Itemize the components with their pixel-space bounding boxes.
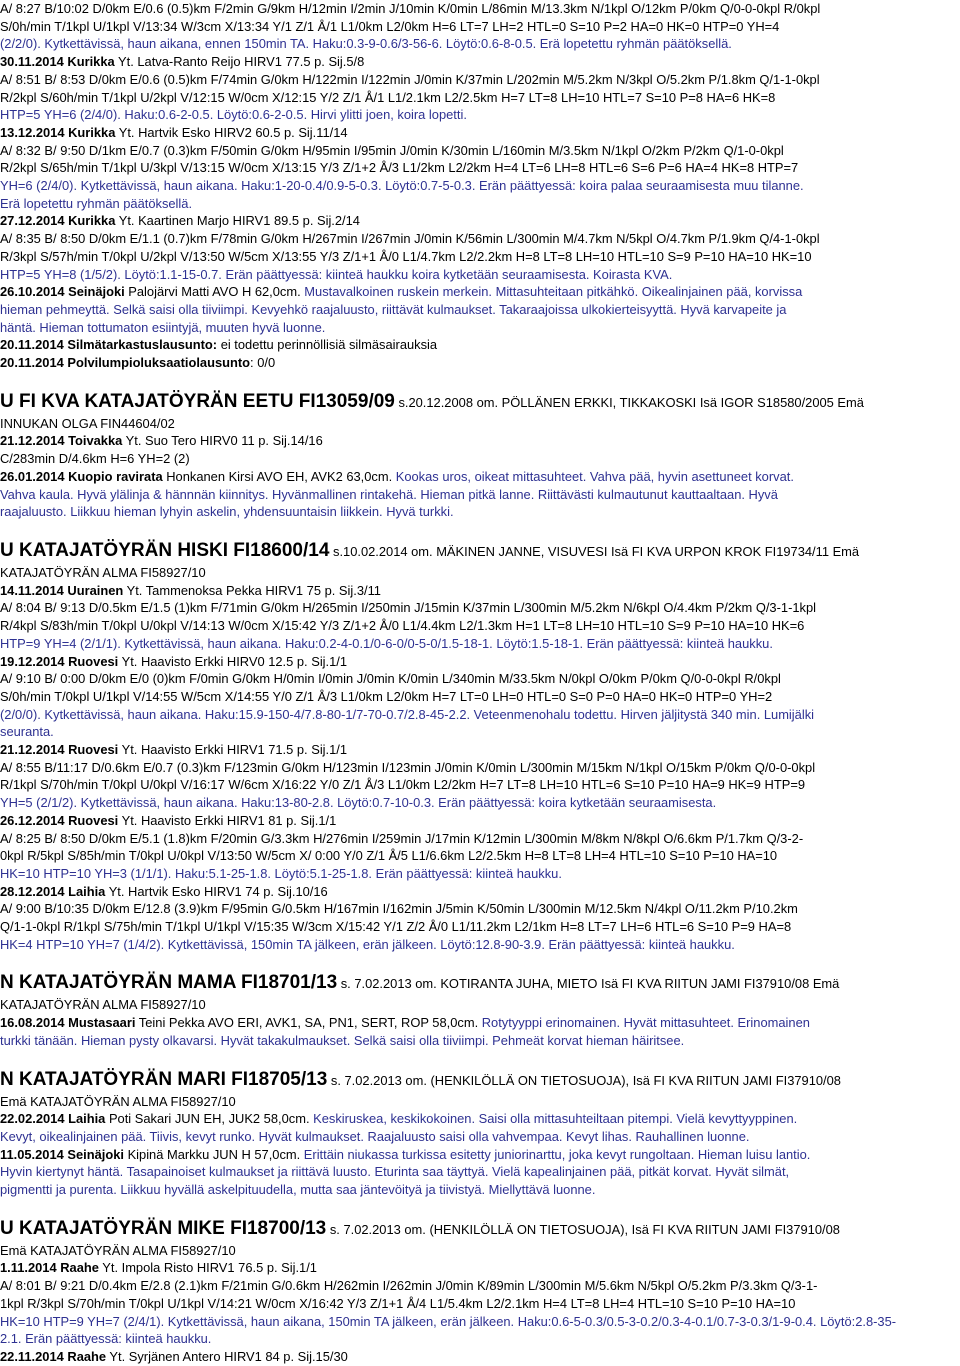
dog-name: U KATAJATÖYRÄN HISKI FI18600/14 bbox=[0, 539, 330, 561]
text-line bbox=[0, 883, 956, 901]
entry-heading: 1.11.2014 Raahe bbox=[0, 1260, 99, 1276]
text-line bbox=[0, 35, 956, 53]
text-line bbox=[0, 599, 956, 617]
entry-heading: 28.12.2014 Laihia bbox=[0, 883, 106, 899]
dog-details: s.10.02.2014 om. MÄKINEN JANNE, VISUVESI Isä FI KVA URPON KROK FI19734/11 Emä bbox=[329, 543, 860, 559]
record-text: R/1kpl S/70h/min T/0kpl U/0kpl V/16:17 W/6cm X/16:22 Y/0 Z/1 Å/3 L1/0km L2/2km H=7 LT=8 LH=10 HTL=6 S=10 P=10 HA=9 HK=9 HTP=9 bbox=[0, 777, 806, 793]
entry-heading: 20.11.2014 Silmätarkastuslausunto: bbox=[0, 337, 218, 353]
record-text: Yt. Haavisto Erkki HIRV1 71.5 p. Sij.1/1 bbox=[118, 742, 348, 758]
record-text: Yt. Latva-Ranto Reijo HIRV1 77.5 p. Sij.5/8 bbox=[114, 54, 365, 70]
text-line bbox=[0, 1163, 956, 1181]
entry-heading: 20.11.2014 Polvilumpioluksaatiolausunto bbox=[0, 355, 251, 371]
record-text: R/3kpl S/57h/min T/0kpl U/2kpl V/13:50 W/5cm X/13:55 Y/3 Z/1+1 Å/0 L1/4.7km L2/2.2km H=8 LT=8 LH=10 HTL=10 S=9 P=10 HA=10 HK=10 bbox=[0, 248, 812, 264]
critique-text: (2/2/0). Kytkettävissä, haun aikana, ennen 150min TA. Haku:0.3-9-0.6/3-56-6. Löytö:0.6-8-0.5. Erä lopetettu ryhmän päätöksellä. bbox=[0, 36, 732, 52]
text-line bbox=[0, 266, 956, 284]
text-line bbox=[0, 670, 956, 688]
text-line bbox=[0, 142, 956, 160]
text-line bbox=[0, 230, 956, 248]
text-line bbox=[0, 106, 956, 124]
section-gap bbox=[0, 1199, 956, 1216]
text-line bbox=[0, 301, 956, 319]
text-line bbox=[0, 1032, 956, 1050]
entry-heading: 11.05.2014 Seinäjoki bbox=[0, 1146, 124, 1162]
entry-heading: 21.12.2014 Toivakka bbox=[0, 433, 123, 449]
text-line bbox=[0, 900, 956, 918]
critique-text: Mustavalkoinen ruskein merkein. Mittasuhteitaan pitkähkö. Oikealinjainen pää, korvissa bbox=[304, 284, 803, 300]
critique-text: YH=6 (2/4/0). Kytkettävissä, haun aikana. Haku:1-20-0.4/0.9-5-0.3. Löytö:0.7-5-0.3. Erän päättyessä: koira palaa seuraamisesta muu tilanne. bbox=[0, 178, 804, 194]
record-text: A/ 8:32 B/ 9:50 D/1km E/0.7 (0.3)km F/50min G/0km H/95min I/95min J/0min K/30min L/160min M/3.5km N/1kpl O/2km P/2km Q/1-0-0kpl bbox=[0, 142, 784, 158]
text-line bbox=[0, 688, 956, 706]
text-line bbox=[0, 1295, 956, 1313]
text-line bbox=[0, 248, 956, 266]
critique-text: hieman pehmeyttä. Selkä saisi olla tiiviimpi. Kevyehkö raajaluusto, riittävät kulmaukset. Takaraajoissa ulkokierteisyyttä. Hyvä karvapeite ja bbox=[0, 301, 787, 317]
text-line bbox=[0, 195, 956, 213]
text-line bbox=[0, 450, 956, 468]
record-text: A/ 8:55 B/11:17 D/0.6km E/0.7 (0.3)km F/123min G/0km H/123min I/123min J/0min K/0min L/300min M/15km N/1kpl O/15km P/0km Q/0-0-0kpl bbox=[0, 759, 816, 775]
record-text: A/ 8:04 B/ 9:13 D/0.5km E/1.5 (1)km F/71min G/0km H/265min I/250min J/15min K/37min L/300min M/5.2km N/6kpl O/4.4km P/2km Q/3-1-1kpl bbox=[0, 600, 817, 616]
text-line bbox=[0, 1128, 956, 1146]
text-line bbox=[0, 1146, 956, 1164]
record-text: ei todettu perinnöllisiä silmäsairauksia bbox=[217, 337, 438, 353]
text-line bbox=[0, 1277, 956, 1295]
text-line bbox=[0, 18, 956, 36]
critique-text: Kookas uros, oikeat mittasuhteet. Vahva pää, hyvin asettuneet korvat. bbox=[395, 468, 794, 484]
text-line bbox=[0, 918, 956, 936]
critique-text: Erä lopetettu ryhmän päätöksellä. bbox=[0, 195, 193, 211]
text-line bbox=[0, 617, 956, 635]
critique-text: Rotytyyppi erinomainen. Hyvät mittasuhteet. Erinomainen bbox=[481, 1015, 810, 1031]
text-line bbox=[0, 432, 956, 450]
critique-text: HTP=5 YH=8 (1/5/2). Löytö:1.1-15-0.7. Erän päättyessä: kiinteä haukku koira kytketään seuraamisesta. Koirasta KVA. bbox=[0, 266, 673, 282]
entry-heading: 26.12.2014 Ruovesi bbox=[0, 812, 119, 828]
text-line bbox=[0, 759, 956, 777]
dog-details: s.20.12.2008 om. PÖLLÄNEN ERKKI, TIKKAKOSKI Isä IGOR S18580/2005 Emä bbox=[394, 394, 864, 410]
dog-header bbox=[0, 1216, 956, 1242]
dog-dam-line: Emä KATAJATÖYRÄN ALMA FI58927/10 bbox=[0, 1242, 236, 1258]
entry-heading: 26.10.2014 Seinäjoki bbox=[0, 284, 125, 300]
entry-heading: 13.12.2014 Kurikka bbox=[0, 124, 116, 140]
record-text: A/ 8:25 B/ 8:50 D/0km E/5.1 (1.8)km F/20min G/3.3km H/276min I/259min J/17min K/12min L/300min M/8km N/8kpl O/6.6km P/1.7km Q/3-2- bbox=[0, 830, 804, 846]
record-text: Yt. Tammenoksa Pekka HIRV1 75 p. Sij.3/11 bbox=[123, 582, 381, 598]
entry-heading: 19.12.2014 Ruovesi bbox=[0, 653, 119, 669]
text-line bbox=[0, 1330, 956, 1348]
critique-text: 2.1. Erän päättyessä: kiinteä haukku. bbox=[0, 1331, 212, 1347]
critique-text: Erittäin niukassa turkissa esitetty juniorinarttu, joka kevyt rungoltaan. Hieman luisu lantio. bbox=[303, 1146, 811, 1162]
entry-heading: 27.12.2014 Kurikka bbox=[0, 213, 116, 229]
text-line bbox=[0, 159, 956, 177]
dog-dam-line: INNUKAN OLGA FIN44604/02 bbox=[0, 415, 175, 431]
entry-heading: 26.01.2014 Kuopio ravirata bbox=[0, 468, 163, 484]
dog-header bbox=[0, 970, 956, 996]
text-line bbox=[0, 776, 956, 794]
text-line bbox=[0, 706, 956, 724]
record-text: Honkanen Kirsi AVO EH, AVK2 63,0cm. bbox=[162, 468, 396, 484]
critique-text: Keskiruskea, keskikokoinen. Saisi olla mittasuhteiltaan pitempi. Vielä kevyttyyppinen. bbox=[313, 1111, 798, 1127]
text-line bbox=[0, 71, 956, 89]
text-line bbox=[0, 1259, 956, 1277]
dog-dam-line: KATAJATÖYRÄN ALMA FI58927/10 bbox=[0, 997, 206, 1013]
entry-heading: 14.11.2014 Uurainen bbox=[0, 582, 124, 598]
record-text: Q/1-1-0kpl R/1kpl S/75h/min T/1kpl U/1kpl V/15:35 W/3cm X/15:42 Y/1 Z/2 Å/0 L1/11.2km L2/1km H=8 LT=7 LH=6 HTL=6 S=10 P=9 HA=8 bbox=[0, 919, 792, 935]
entry-heading: 21.12.2014 Ruovesi bbox=[0, 742, 119, 758]
text-line bbox=[0, 124, 956, 142]
section-gap bbox=[0, 1050, 956, 1067]
text-line bbox=[0, 283, 956, 301]
text-line bbox=[0, 865, 956, 883]
record-text: Yt. Syrjänen Antero HIRV1 84 p. Sij.15/30 bbox=[106, 1349, 348, 1364]
record-text: Yt. Impola Risto HIRV1 76.5 p. Sij.1/1 bbox=[98, 1260, 317, 1276]
record-text: Yt. Suo Tero HIRV0 11 p. Sij.14/16 bbox=[122, 433, 323, 449]
text-line bbox=[0, 635, 956, 653]
section-gap bbox=[0, 372, 956, 389]
critique-text: Hyvin kiertynyt häntä. Tasapainoiset kulmaukset ja riittävä luusto. Eturinta saa täyttyä. Vielä kapealinjainen pää, pitkät korvat. Hyvät silmät, bbox=[0, 1164, 790, 1180]
dog-name: U FI KVA KATAJATÖYRÄN EETU FI13059/09 bbox=[0, 390, 395, 412]
critique-text: pigmentti ja purenta. Liikkuu hyvällä askelpituudella, mutta saa jäntevöityä ja tiivistyä. Miellyttävä luonne. bbox=[0, 1182, 596, 1198]
dog-name: U KATAJATÖYRÄN MIKE FI18700/13 bbox=[0, 1217, 327, 1239]
dog-dam-line: Emä KATAJATÖYRÄN ALMA FI58927/10 bbox=[0, 1093, 236, 1109]
record-text: R/4kpl S/83h/min T/0kpl U/0kpl V/14:13 W/0cm X/15:42 Y/3 Z/1+2 Å/0 L1/4.4km L2/1.3km H=1 LT=8 LH=10 HTL=10 S=9 P=10 HA=10 HK=6 bbox=[0, 618, 805, 634]
dog-header bbox=[0, 1067, 956, 1093]
entry-heading: 22.11.2014 Raahe bbox=[0, 1349, 107, 1364]
text-line bbox=[0, 336, 956, 354]
text-line bbox=[0, 812, 956, 830]
text-line bbox=[0, 486, 956, 504]
text-line bbox=[0, 177, 956, 195]
text-line bbox=[0, 847, 956, 865]
text-line bbox=[0, 1348, 956, 1366]
record-text: 0kpl R/5kpl S/85h/min T/0kpl U/0kpl V/13:50 W/5cm X/ 0:00 Y/0 Z/1 Å/5 L1/6.6km L2/2.5km H=8 LT=8 LH=4 HTL=10 S=10 P=10 HA=10 bbox=[0, 848, 778, 864]
text-line bbox=[0, 936, 956, 954]
text-line bbox=[0, 741, 956, 759]
text-line bbox=[0, 1181, 956, 1199]
text-line bbox=[0, 468, 956, 486]
text-line bbox=[0, 653, 956, 671]
text-line bbox=[0, 89, 956, 107]
dog-details: s. 7.02.2013 om. (HENKILÖLLÄ ON TIETOSUOJA), Isä FI KVA RIITUN JAMI FI37910/08 bbox=[327, 1072, 841, 1088]
dog-name: N KATAJATÖYRÄN MAMA FI18701/13 bbox=[0, 972, 338, 994]
critique-text: HK=4 HTP=10 YH=7 (1/4/2). Kytkettävissä, 150min TA jälkeen, erän jälkeen. Löytö:12.8-90-3.9. Erän päättyessä: kiinteä haukku. bbox=[0, 936, 735, 952]
text-line bbox=[0, 794, 956, 812]
record-text: Yt. Haavisto Erkki HIRV1 81 p. Sij.1/1 bbox=[118, 812, 337, 828]
critique-text: (2/0/0). Kytkettävissä, haun aikana. Haku:15.9-150-4/7.8-80-1/7-70-0.7/2.8-45-2.2. Veteenmenohalu todettu. Hirven jäljitystä 340 min. Lumijälki bbox=[0, 706, 815, 722]
text-line bbox=[0, 1014, 956, 1032]
critique-text: Vahva kaula. Hyvä ylälinja & hännnän kiinnitys. Hyvänmallinen rintakehä. Hieman pitkä lanne. Riittävästi kulmautunut kauttaaltaan. Hyvä bbox=[0, 486, 778, 502]
text-line bbox=[0, 830, 956, 848]
record-text: A/ 8:35 B/ 8:50 D/0km E/1.1 (0.7)km F/78min G/0km H/267min I/267min J/0min K/56min L/300min M/4.7km N/5kpl O/4.7km P/1.9km Q/4-1-0kpl bbox=[0, 231, 820, 247]
record-text: Yt. Kaartinen Marjo HIRV1 89.5 p. Sij.2/14 bbox=[115, 213, 360, 229]
text-line bbox=[0, 582, 956, 600]
dog-details: s. 7.02.2013 om. (HENKILÖLLÄ ON TIETOSUOJA), Isä FI KVA RIITUN JAMI FI37910/08 bbox=[326, 1221, 840, 1237]
record-text: S/0h/min T/0kpl U/1kpl V/14:55 W/5cm X/14:55 Y/0 Z/1 Å/3 L1/0km L2/0km H=7 LT=0 LH=0 HTL=0 S=0 P=0 HA=0 HK=0 HTP=0 YH=2 bbox=[0, 688, 773, 704]
record-text: A/ 9:10 B/ 0:00 D/0km E/0 (0)km F/0min G/0km H/0min I/0min J/0min K/0min L/340min M/33.5km N/0kpl O/0km P/0km Q/0-0-0kpl R/0kpl bbox=[0, 671, 781, 687]
entry-heading: 30.11.2014 Kurikka bbox=[0, 54, 115, 70]
text-line bbox=[0, 723, 956, 741]
record-text: Kipinä Markku JUN H 57,0cm. bbox=[123, 1146, 304, 1162]
record-text: C/283min D/4.6km H=6 YH=2 (2) bbox=[0, 451, 190, 467]
critique-text: raajaluusto. Liikkuu hieman lyhyin askelin, yhdensuuntaisin liikkein. Hyvä turkki. bbox=[0, 504, 454, 520]
record-text: A/ 9:00 B/10:35 D/0km E/12.8 (3.9)km F/95min G/0.5km H/167min I/162min J/5min K/50min L/300min M/12.5km N/4kpl O/11.2km P/10.2km bbox=[0, 901, 798, 917]
critique-text: Kevyt, oikealinjainen pää. Tiivis, kevyt runko. Hyvät kulmaukset. Raajaluusto saisi olla vahvempaa. Kevyt lihas. Rauhallinen luonne. bbox=[0, 1128, 750, 1144]
text-line bbox=[0, 212, 956, 230]
critique-text: HK=10 HTP=10 YH=3 (1/1/1). Haku:5.1-25-1.8. Löytö:5.1-25-1.8. Erän päättyessä: kiinteä haukku. bbox=[0, 865, 562, 881]
dog-details: s. 7.02.2013 om. KOTIRANTA JUHA, MIETO Isä FI KVA RIITUN JAMI FI37910/08 Emä bbox=[337, 976, 840, 992]
record-text: : 0/0 bbox=[250, 355, 276, 371]
record-text: Palojärvi Matti AVO H 62,0cm. bbox=[124, 284, 305, 300]
critique-text: häntä. Hieman tottumaton esiintyjä, muuten hyvä luonne. bbox=[0, 319, 326, 335]
section-gap bbox=[0, 953, 956, 970]
record-text: Yt. Hartvik Esko HIRV1 74 p. Sij.10/16 bbox=[105, 883, 328, 899]
text-line bbox=[0, 53, 956, 71]
record-text: Yt. Haavisto Erkki HIRV0 12.5 p. Sij.1/1 bbox=[118, 653, 348, 669]
record-text: S/0h/min T/1kpl U/1kpl V/13:34 W/3cm X/13:34 Y/1 Z/1 Å/1 L1/0km L2/0km H=6 LT=7 LH=2 HTL=0 S=10 P=2 HA=0 HK=0 HTP=0 YH=4 bbox=[0, 18, 780, 34]
dog-dam-line: KATAJATÖYRÄN ALMA FI58927/10 bbox=[0, 564, 206, 580]
text-line bbox=[0, 354, 956, 372]
record-text: A/ 8:01 B/ 9:21 D/0.4km E/2.8 (2.1)km F/21min G/0.6km H/262min I/262min J/0min K/89min L/300min M/5.6km N/5kpl O/5.2km P/3.3km Q/3-1- bbox=[0, 1278, 818, 1294]
text-line bbox=[0, 319, 956, 337]
text-line bbox=[0, 1110, 956, 1128]
critique-text: seuranta. bbox=[0, 724, 54, 740]
critique-text: HK=10 HTP=9 YH=7 (2/4/1). Kytkettävissä, haun aikana, 150min TA jälkeen, erän jälkeen. Haku:0.6-5-0.3/0.5-3-0.2/0.3-4-0.1/0.7-3-0.3/1-9-0.4. Löytö:2.8-35- bbox=[0, 1313, 897, 1329]
record-text: 1kpl R/3kpl S/70h/min T/0kpl U/1kpl V/14:21 W/0cm X/16:42 Y/3 Z/1+1 Å/4 L1/5.4km L2/2.1km H=4 LT=8 LH=4 HTL=10 S=10 P=10 HA=10 bbox=[0, 1295, 796, 1311]
critique-text: YH=5 (2/1/2). Kytkettävissä, haun aikana. Haku:13-80-2.8. Löytö:0.7-10-0.3. Erän päättyessä: koira kytketään seuraamisesta. bbox=[0, 795, 717, 811]
dog-header bbox=[0, 389, 956, 415]
record-text: A/ 8:51 B/ 8:53 D/0km E/0.6 (0.5)km F/74min G/0km H/122min I/122min J/0min K/37min L/202min M/5.2km N/3kpl O/5.2km P/1.8km Q/1-1-0kpl bbox=[0, 71, 820, 87]
record-text: R/2kpl S/60h/min T/1kpl U/2kpl V/12:15 W/0cm X/12:15 Y/2 Z/1 Å/1 L1/2.1km L2/2.5km H=7 LT=8 LH=10 HTL=7 S=10 P=8 HA=6 HK=8 bbox=[0, 89, 776, 105]
text-line bbox=[0, 503, 956, 521]
section-gap bbox=[0, 521, 956, 538]
entry-heading: 16.08.2014 Mustasaari bbox=[0, 1015, 136, 1031]
text-line bbox=[0, 1313, 956, 1331]
dog-header bbox=[0, 538, 956, 564]
critique-text: HTP=5 YH=6 (2/4/0). Haku:0.6-2-0.5. Löytö:0.6-2-0.5. Hirvi ylitti joen, koira lopetti. bbox=[0, 107, 467, 123]
dog-name: N KATAJATÖYRÄN MARI FI18705/13 bbox=[0, 1068, 328, 1090]
record-text: A/ 8:27 B/10:02 D/0km E/0.6 (0.5)km F/2min G/9km H/12min I/2min J/10min K/0min L/86min M/13.3km N/1kpl O/12km P/0km Q/0-0-0kpl R/0kpl bbox=[0, 1, 821, 16]
critique-text: HTP=9 YH=4 (2/1/1). Kytkettävissä, haun aikana. Haku:0.2-4-0.1/0-6-0/0-5-0/1.5-18-1. Löytö:1.5-18-1. Erän päättyessä: kiinteä haukku. bbox=[0, 635, 773, 651]
entry-heading: 22.02.2014 Laihia bbox=[0, 1111, 106, 1127]
critique-text: turkki tänään. Hieman pysty olkavarsi. Hyvät takakulmaukset. Selkä saisi olla tiiviimpi. Pehmeät korvat hieman häiritsee. bbox=[0, 1032, 685, 1048]
record-text: Yt. Hartvik Esko HIRV2 60.5 p. Sij.11/14 bbox=[115, 124, 348, 140]
text-line bbox=[0, 0, 956, 18]
record-text: Teini Pekka AVO ERI, AVK1, SA, PN1, SERT, ROP 58,0cm. bbox=[135, 1015, 482, 1031]
record-text: R/2kpl S/65h/min T/1kpl U/3kpl V/13:15 W/0cm X/13:15 Y/3 Z/1+2 Å/3 L1/2km L2/2km H=4 LT=6 LH=8 HTL=6 S=6 P=6 HA=4 HK=8 HTP=7 bbox=[0, 160, 799, 176]
record-text: Poti Sakari JUN EH, JUK2 58,0cm. bbox=[105, 1111, 314, 1127]
